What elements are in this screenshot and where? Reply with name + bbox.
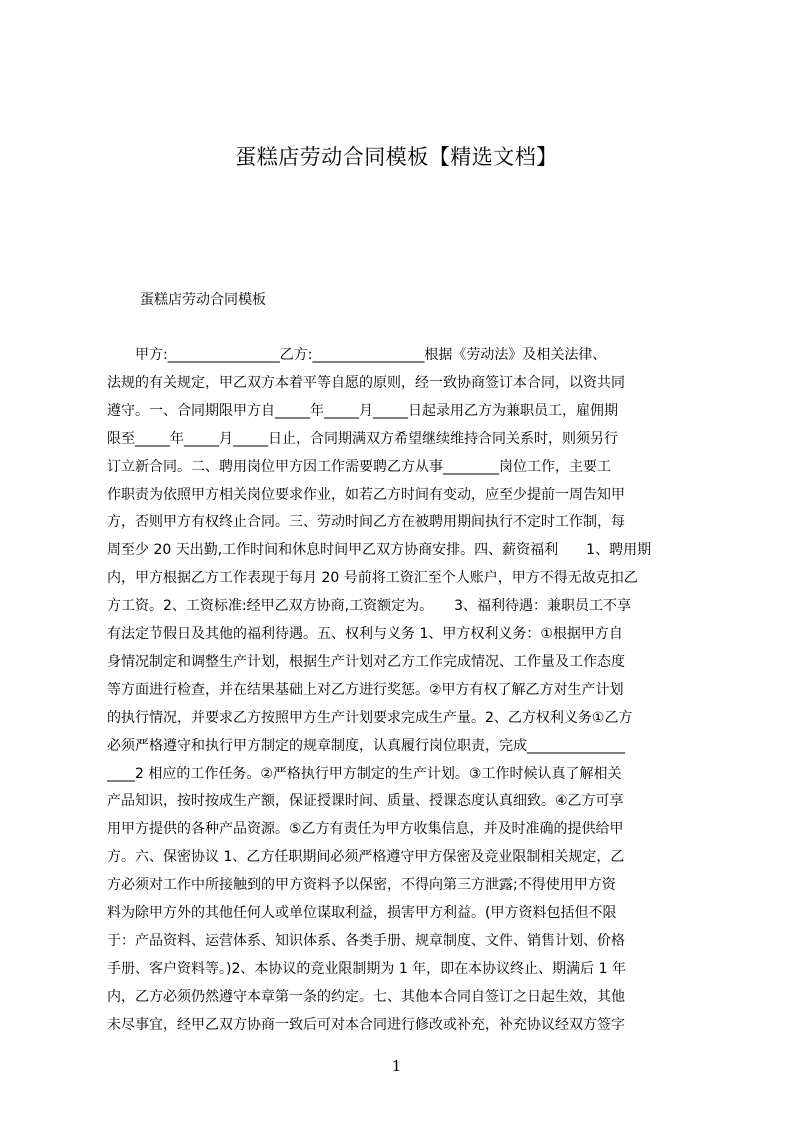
body-line: 内，甲方根据乙方工作表现于每月 20 号前将工资汇至个人账户，甲方不得无故克扣乙 — [107, 570, 638, 586]
body-line: 限至_____年_____月_____日止，合同期满双方希望继续维持合同关系时，则须另行 — [107, 431, 618, 447]
body-line: 法规的有关规定，甲乙双方本着平等自愿的原则，经一致协商签订本合同，以资共同 — [107, 375, 625, 391]
document-subtitle: 蛋糕店劳动合同模板 — [140, 292, 266, 308]
body-line: 订立新合同。二、聘用岗位甲方因工作需要聘乙方从事________岗位工作，主要工 — [107, 459, 611, 475]
body-line: 等方面进行检查，并在结果基础上对乙方进行奖惩。②甲方有权了解乙方对生产计划 — [107, 682, 624, 698]
body-line: 遵守。一、合同期限甲方自_____年_____月_____日起录用乙方为兼职员工，雇佣期 — [107, 403, 618, 419]
body-line: 方。六、保密协议 1、乙方任职期间必须严格遵守甲方保密及竞业限制相关规定，乙 — [107, 849, 625, 865]
body-line: 内，乙方必须仍然遵守本章第一条的约定。七、其他本合同自签订之日起生效，其他 — [107, 989, 625, 1005]
body-line: 方，否则甲方有权终止合同。三、劳动时间乙方在被聘用期间执行不定时工作制，每 — [107, 514, 625, 530]
body-line: 料为除甲方外的其他任何人或单位谋取利益，损害甲方利益。(甲方资料包括但不限 — [107, 905, 617, 921]
body-line: 的执行情况，并要求乙方按照甲方生产计划要求完成生产量。2、乙方权利义务①乙方 — [107, 710, 633, 726]
body-line: 身情况制定和调整生产计划，根据生产计划对乙方工作完成情况、工作量及工作态度 — [107, 654, 625, 670]
page-number: 1 — [391, 1057, 402, 1075]
document-title: 蛋糕店劳动合同模板【精选文档】 — [235, 145, 558, 169]
body-line: 方工资。2、工资标准:经甲乙双方协商,工资额定为。 3、福利待遇：兼职员工不享 — [107, 598, 631, 614]
body-line: 周至少 20 天出勤,工作时间和休息时间甲乙双方协商安排。四、薪资福利 1、聘用期 — [107, 542, 652, 558]
body-line: 用甲方提供的各种产品资源。⑤乙方有责任为甲方收集信息，并及时准确的提供给甲 — [107, 821, 624, 837]
body-line: 有法定节假日及其他的福利待遇。五、权利与义务 1、甲方权利义务：①根据甲方自 — [107, 626, 623, 642]
body-line: 必须严格遵守和执行甲方制定的规章制度，认真履行岗位职责，完成______________ — [107, 738, 625, 754]
body-line: ____2 相应的工作任务。②严格执行甲方制定的生产计划。③工作时候认真了解相关 — [107, 766, 622, 782]
body-line: 手册、客户资料等。)2、本协议的竞业限制期为 1 年，即在本协议终止、期满后 1 年 — [107, 961, 626, 977]
body-line: 甲方:________________乙方:________________根据《劳动法》及相关法律、 — [107, 347, 607, 363]
body-line: 作职责为依照甲方相关岗位要求作业，如若乙方时间有变动，应至少提前一周告知甲 — [107, 487, 625, 503]
body-line: 产品知识，按时按成生产额，保证授课时间、质量、授课态度认真细致。④乙方可享 — [107, 793, 624, 809]
body-line: 方必须对工作中所接触到的甲方资料予以保密，不得向第三方泄露;不得使用甲方资 — [107, 877, 616, 893]
body-line: 于：产品资料、运营体系、知识体系、各类手册、规章制度、文件、销售计划、价格 — [107, 933, 625, 949]
body-line: 未尽事宜，经甲乙双方协商一致后可对本合同进行修改或补充，补充协议经双方签字 — [107, 1017, 625, 1033]
